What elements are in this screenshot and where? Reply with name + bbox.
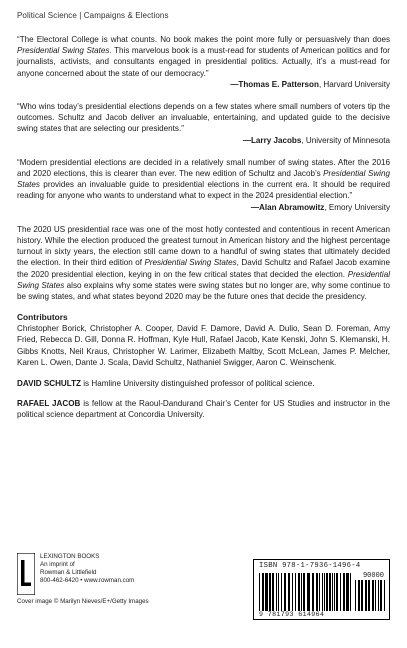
- publisher-parent: Rowman & Littlefield: [40, 569, 97, 577]
- barcode-bar: [329, 573, 331, 611]
- barcode-bar: [269, 573, 271, 611]
- back-cover-footer: [17, 553, 390, 623]
- contributors-list: Christopher Borick, Christopher A. Cooper, David F. Damore, David A. Dulio, Sean D. Foreman, Amy Fried, Rebecca D. Gill, Donna R. Hoffman, Kyle Hull, Rafael Jacob, Kate Kenski, John S. Klemanski, H. Gibbs Knotts, Neil Kraus, Christopher W. Larimer, Elizabeth Maltby, Scott McLean, James P. Melcher, Karen L. Owen, Dante J. Scala, David Schultz, Nathaniel Swigger, Aaron C. Weinschenk.: [17, 324, 390, 367]
- barcode-bar: [350, 573, 351, 611]
- publisher-name: LEXINGTON BOOKS: [40, 553, 100, 560]
- endorsement-attribution: —Thomas E. Patterson, Harvard University: [230, 79, 390, 89]
- barcode-bar: [372, 580, 374, 611]
- barcode-bar: [319, 573, 320, 611]
- barcode-bar: [265, 573, 268, 611]
- barcode-bar: [259, 573, 260, 611]
- endorsement-quote: “Modern presidential elections are decided in a relatively small number of swing states. After the 2016 and 2020 elections, this is clearer than ever. The new edition of Schultz and Jacob’s Presidential Swing States provides an invaluable guide to presidential elections in the current era. It should be required reading for anyone who wants to understand what to expect in the 2024 presidential election.”: [17, 157, 390, 201]
- barcode-bar: [332, 573, 333, 611]
- barcode-bar: [262, 573, 264, 611]
- barcode-bar: [301, 573, 302, 611]
- barcode-bar: [326, 573, 328, 611]
- publisher-imprint: An imprint of: [40, 561, 75, 569]
- barcode-bar: [278, 573, 279, 611]
- barcode-bar: [324, 573, 325, 611]
- author-bio: DAVID SCHULTZ is Hamline University distinguished professor of political science.: [17, 379, 315, 389]
- publisher-logo-icon: [17, 553, 35, 595]
- barcode-bar: [312, 573, 314, 611]
- barcode-bar: [355, 580, 356, 611]
- price-code: 90000: [362, 572, 384, 580]
- barcode-bar: [358, 580, 360, 611]
- barcode-bar: [380, 580, 382, 611]
- barcode-bar: [316, 573, 318, 611]
- barcode-bar: [375, 580, 376, 611]
- barcode-bar: [368, 580, 370, 611]
- barcode-bar: [365, 580, 367, 611]
- barcode-bar: [340, 573, 341, 611]
- endorsement-quote: “Who wins today’s presidential elections depends on a few states where small numbers of voters tip the outcomes. Schultz and Jacob deliver an invaluable, entertaining, and updated guide to the decisive swing states that are selecting our presidents.”: [17, 102, 390, 134]
- price-barcode-bars: [355, 580, 385, 611]
- publisher-contact: 800-462-6420 • www.rowman.com: [40, 577, 135, 585]
- barcode-bar: [284, 573, 286, 611]
- book-description: The 2020 US presidential race was one of the most hotly contested and contentious in recent American history. While the election produced the greatest turnout in American history and the highest percentage turnout in sixty years, the election still came down to a handful of swing states that ultimately decided the election. In their third edition of Presidential Swing States, David Schultz and Rafael Jacob examine the 2020 presidential election, keying in on the few critical states that decided the election. Presidential Swing States also explains why some states were swing states but no longer are, why some continue to be swing states, and what states beyond 2020 may be the future ones that decide the presidency.: [17, 224, 390, 302]
- endorsement-attribution: —Larry Jacobs, University of Minnesota: [242, 135, 390, 145]
- barcode-bar: [378, 580, 379, 611]
- barcode-bar: [281, 573, 282, 611]
- ean-barcode-bars: [259, 573, 351, 611]
- barcode-bar: [384, 580, 385, 611]
- endorsement-attribution: —Alan Abramowitz, Emory University: [250, 202, 390, 212]
- barcode-bar: [303, 573, 305, 611]
- cover-image-credit: Cover image © Marilyn Nieves/E+/Getty Images: [17, 598, 149, 605]
- barcode-bar: [288, 573, 290, 611]
- barcode-bar: [276, 573, 277, 611]
- barcode-bar: [343, 573, 345, 611]
- endorsement-quote: “The Electoral College is what counts. No book makes the point more fully or persuasively than does Presidential Swing States. This marvelous book is a must-read for students of American politics and for journalists, activists, and consultants engaged in presidential politics. Actually, it’s a must-read for anyone concerned about the state of our democracy.”: [17, 35, 390, 78]
- isbn-barcode: [253, 559, 390, 620]
- barcode-digits: 9 781793 614964: [259, 611, 325, 618]
- barcode-bar: [322, 573, 323, 611]
- author-bio: RAFAEL JACOB is fellow at the Raoul-Dandurand Chair’s Center for US Studies and instructor in the political science department at Concordia University.: [17, 399, 390, 420]
- barcode-bar: [336, 573, 338, 611]
- category-label: Political Science | Campaigns & Elections: [17, 11, 169, 20]
- barcode-bar: [292, 573, 293, 611]
- barcode-bar: [298, 573, 300, 611]
- barcode-bar: [272, 573, 274, 611]
- barcode-bar: [307, 573, 310, 611]
- barcode-bar: [334, 573, 335, 611]
- barcode-bar: [361, 580, 363, 611]
- publisher-info: [40, 553, 134, 585]
- barcode-bar: [346, 573, 349, 611]
- contributors-heading: Contributors: [17, 312, 68, 323]
- isbn-label: ISBN 978-1-7936-1496-4: [259, 562, 361, 570]
- barcode-bar: [295, 573, 296, 611]
